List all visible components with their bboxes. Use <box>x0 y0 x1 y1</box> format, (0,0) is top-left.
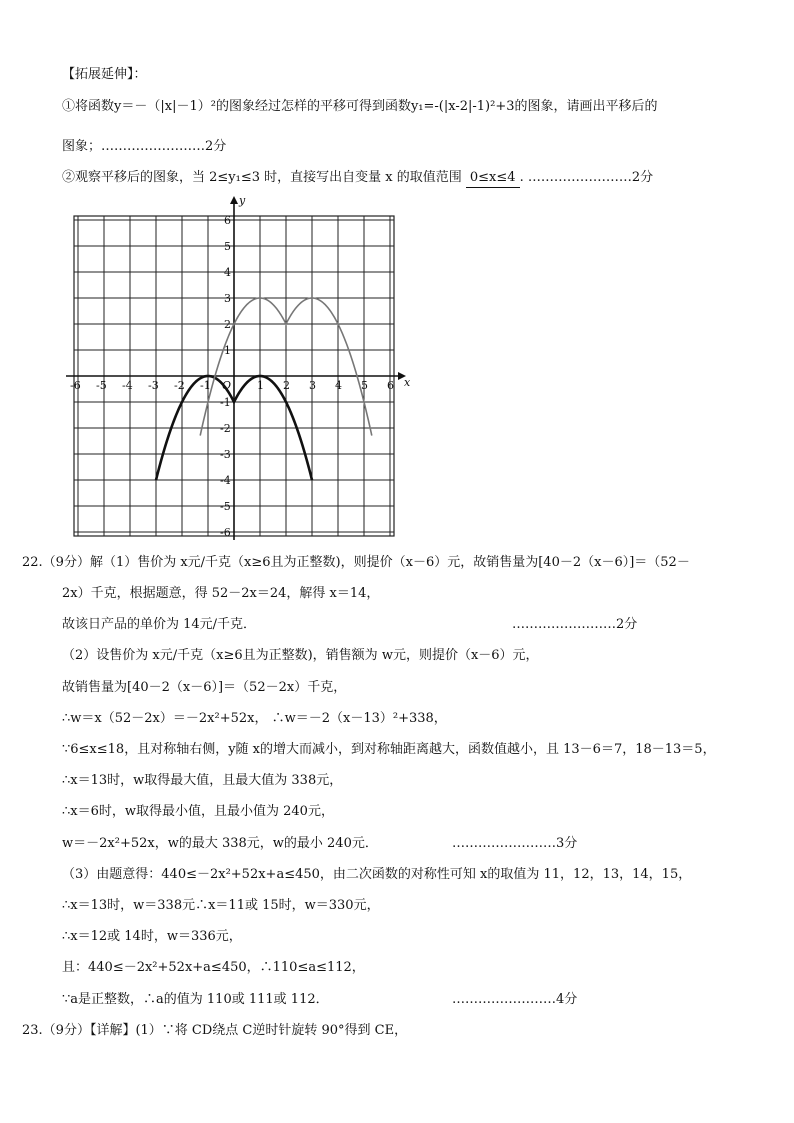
q22-l10-score: 3分 <box>556 836 578 851</box>
q22-line-4: （2）设售价为 x元/千克（x≥6且为正整数)，销售额为 w元，则提价（x－6）元， <box>62 648 539 663</box>
q1-prefix: ①将函数 <box>62 99 115 114</box>
y-tick-label: -6 <box>220 526 231 539</box>
y-axis-label: y <box>239 194 246 207</box>
q22-line-11: （3）由题意得：440≤－2x²+52x+a≤450，由二次函数的对称性可知 x的取值为 11，12，13，14，15， <box>62 867 692 882</box>
y-tick-label: 4 <box>224 266 231 279</box>
function-graph <box>60 190 420 540</box>
q22-line-7: ∵6≤x≤18，且对称轴右侧，y随 x的增大而减小，到对称轴距离越大，函数值越小，且 13－6＝7，18－13＝5， <box>62 742 716 757</box>
q2-score: 2分 <box>631 170 654 185</box>
origin-label: O <box>222 379 232 392</box>
x-tick-label: 2 <box>283 379 290 392</box>
q22-line-9: ∴x＝6时，w取得最小值，且最小值为 240元， <box>62 804 334 819</box>
question-1-line <box>62 98 658 116</box>
q22-l15-score: 4分 <box>556 992 578 1007</box>
y-tick-label: -5 <box>220 500 231 513</box>
q22-line-3-score <box>512 616 637 634</box>
q2-answer: 0≤x≤4 <box>466 169 520 188</box>
x-tick-label: -2 <box>174 379 185 392</box>
x-axis-label: x <box>404 376 411 389</box>
q22-line-13: ∴x＝12或 14时，w＝336元， <box>62 929 242 944</box>
x-tick-label: 4 <box>335 379 342 392</box>
q22-line-12: ∴x＝13时，w＝338元∴x＝11或 15时，w＝330元， <box>62 898 380 913</box>
y-tick-label: -4 <box>220 474 231 487</box>
question-1-line-2 <box>62 138 226 156</box>
q22-line-5: 故销售量为[40－2（x－6）]＝（52－2x）千克， <box>62 680 347 695</box>
q1-function-2: y₁=-(|x-2|-1)²+3 <box>410 99 515 114</box>
y-tick-label: -3 <box>220 448 231 461</box>
q2-end: . <box>519 170 524 185</box>
x-tick-label: 6 <box>387 379 394 392</box>
q22-line-14: 且：440≤－2x²+52x+a≤450，∴110≤a≤112， <box>62 960 365 975</box>
x-tick-label: -1 <box>200 379 211 392</box>
q2-text: ②观察平移后的图象，当 2≤y₁≤3 时，直接写出自变量 x 的取值范围 <box>62 170 462 185</box>
q1-dots: …………………… <box>101 139 206 154</box>
q1-score: 2分 <box>205 139 227 154</box>
x-tick-label: -6 <box>70 379 81 392</box>
q1-mid: 的图象经过怎样的平移可得到函数 <box>215 99 411 114</box>
section-heading: 【拓展延伸】： <box>62 67 147 82</box>
x-tick-label: 1 <box>257 379 264 392</box>
q22-line-1: 22.（9分）解（1）售价为 x元/千克（x≥6且为正整数)，则提价（x－6）元，故销售量为[40－2（x－6）]＝（52－ <box>22 555 690 570</box>
y-tick-label: -1 <box>220 396 231 409</box>
q1-function-1: y＝－（|x|－1）² <box>114 99 216 114</box>
y-tick-label: 1 <box>224 344 231 357</box>
x-tick-label: 5 <box>361 379 368 392</box>
x-tick-label: 3 <box>309 379 316 392</box>
q22-l3-dots: …………………… <box>512 617 616 632</box>
q22-line-3: 故该日产品的单价为 14元/千克． <box>62 617 257 632</box>
x-tick-label: -5 <box>96 379 107 392</box>
q1-suffix: 的图象，请画出平移后的 <box>514 99 658 114</box>
y-tick-label: 2 <box>224 318 231 331</box>
y-tick-label: 6 <box>224 214 231 227</box>
y-tick-label: 5 <box>224 240 231 253</box>
x-tick-label: -3 <box>148 379 159 392</box>
y-tick-label: 3 <box>224 292 231 305</box>
y-axis-arrow <box>230 196 238 204</box>
q1-line2-text: 图象； <box>62 139 102 154</box>
q22-line-10-score <box>452 835 577 853</box>
q22-line-15-score <box>452 991 577 1009</box>
q22-l15-dots: …………………… <box>452 992 556 1007</box>
q22-l3-score: 2分 <box>616 617 638 632</box>
q22-line-6: ∴w＝x（52－2x）＝－2x²+52x， ∴w＝－2（x－13）²+338， <box>62 711 447 726</box>
q23-line-1: 23.（9分）【详解】(1）∵将 CD绕点 C逆时针旋转 90°得到 CE， <box>22 1023 408 1038</box>
q2-dots: …………………… <box>527 170 632 185</box>
q22-line-10: w＝－2x²+52x，w的最大 338元，w的最小 240元． <box>62 836 378 851</box>
y-tick-label: -2 <box>220 422 231 435</box>
q22-l10-dots: …………………… <box>452 836 556 851</box>
q22-line-8: ∴x＝13时，w取得最大值，且最大值为 338元， <box>62 773 343 788</box>
q22-line-2: 2x）千克，根据题意，得 52－2x＝24，解得 x＝14， <box>62 586 380 601</box>
question-2-line <box>62 169 653 188</box>
x-tick-label: -4 <box>122 379 133 392</box>
q22-line-15: ∵a是正整数，∴a的值为 110或 111或 112． <box>62 992 329 1007</box>
